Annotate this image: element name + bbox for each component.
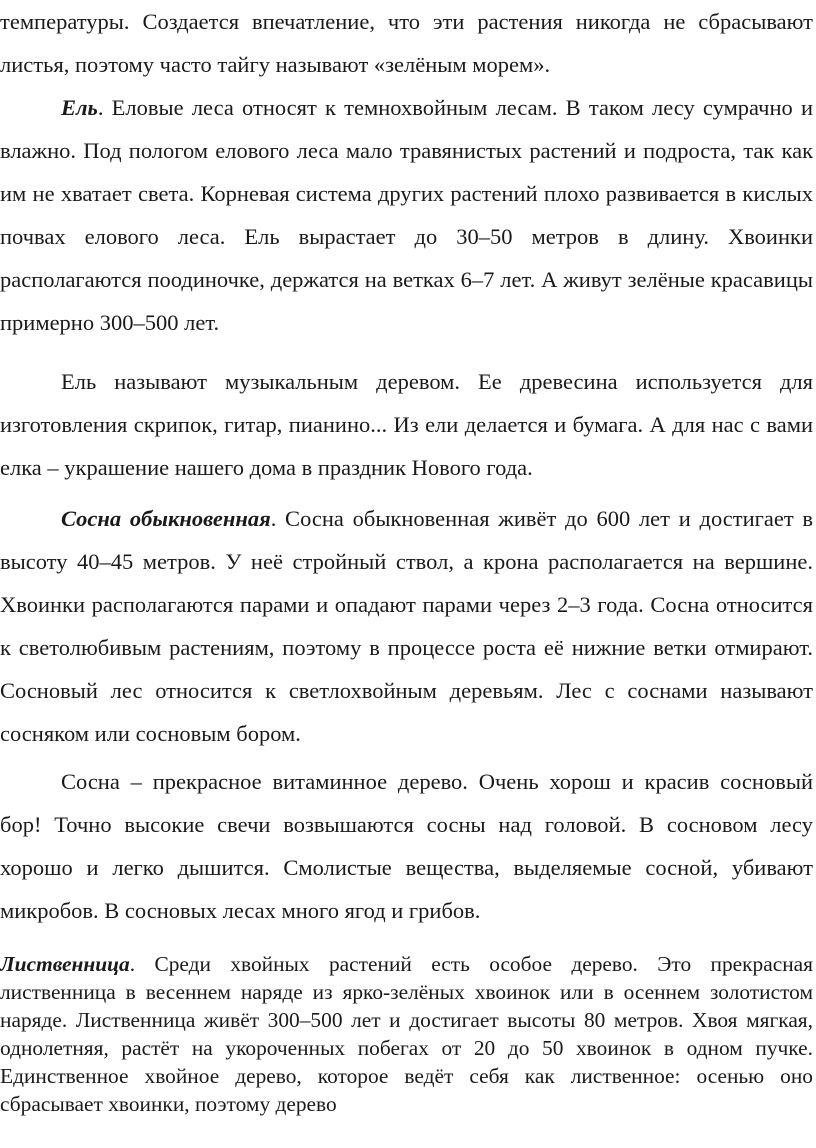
paragraph-pine <box>0 497 813 755</box>
paragraph-text: . Еловые леса относят к темнохвойным лесам. В таком лесу сумрачно и влажно. Под пологом елового леса мало травянистых растений и подроста, так как им не хватает света. Корневая система других растений плохо развивается в кислых почвах елового леса. Ель вырастает до 30–50 метров в длину. Хвоинки располагаются поодиночке, держатся на ветках 6–7 лет. А живут зелёные красавицы примерно 300–500 лет. <box>0 95 813 335</box>
term-larch: Лиственница <box>0 952 130 976</box>
paragraph-spruce <box>0 86 813 344</box>
term-spruce: Ель <box>61 95 98 120</box>
paragraph-text: . Среди хвойных растений есть особое дерево. Это прекрасная лиственница в весеннем наряде из ярко-зелёных хвоинок или в осеннем золотистом наряде. Лиственница живёт 300–500 лет и достигает высоты 80 метров. Хвоя мягкая, однолетняя, растёт на укороченных побегах от 20 до 50 хвоинок в одном пучке. Единственное хвойное дерево, которое ведёт себя как лиственное: осенью оно сбрасывает хвоинки, поэтому дерево <box>0 952 813 1116</box>
paragraph-pine-vitamin <box>0 760 813 932</box>
paragraph-text: . Сосна обыкновенная живёт до 600 лет и достигает в высоту 40–45 метров. У неё стройный ствол, а крона располагается на вершине. Хвоинки располагаются парами и опадают парами через 2–3 года. Сосна относится к светолюбивым растениям, поэтому в процессе роста её нижние ветки отмирают. Сосновый лес относится к светлохвойным деревьям. Лес с соснами называют сосняком или сосновым бором. <box>0 506 814 746</box>
paragraph-taiga-continuation <box>0 0 813 86</box>
paragraph-text: Ель называют музыкальным деревом. Ее древесина используется для изготовления скрипок, гитар, пианино... Из ели делается и бумага. А для нас с вами елка – украшение нашего дома в праздник Нового года. <box>0 369 813 480</box>
paragraph-spruce-music <box>0 360 813 489</box>
paragraph-text: температуры. Создается впечатление, что эти растения никогда не сбрасывают листья, поэтому часто тайгу называют «зелёным морем». <box>0 9 813 77</box>
paragraph-larch <box>0 950 813 1118</box>
term-pine: Сосна обыкновенная <box>61 506 271 531</box>
paragraph-text: Сосна – прекрасное витаминное дерево. Очень хорош и красив сосновый бор! Точно высокие свечи возвышаются сосны над головой. В сосновом лесу хорошо и легко дышится. Смолистые вещества, выделяемые сосной, убивают микробов. В сосновых лесах много ягод и грибов. <box>0 769 813 923</box>
